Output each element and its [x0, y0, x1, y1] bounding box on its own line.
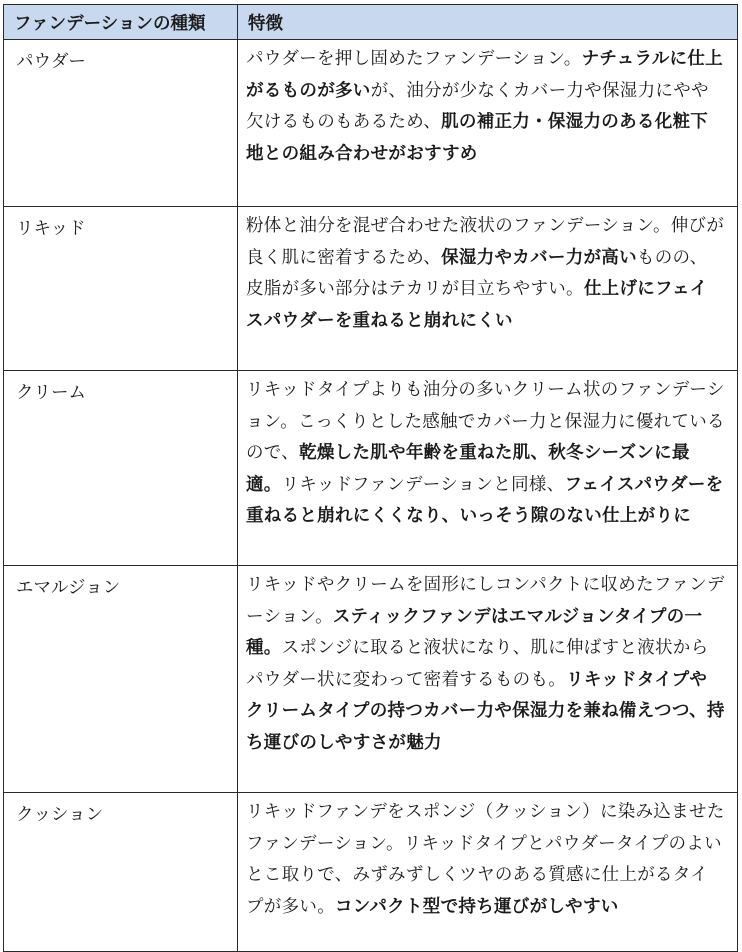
foundation-types-table — [3, 4, 738, 952]
description-text: リキッドファンデをスポンジ（クッション）に染み込ませたファンデーション。リキッドタイプとパウダータイプのよいとこ取りで、みずみずしくツヤのある質感に仕上がるタイプが多い。 — [246, 802, 725, 917]
foundation-type-cell: クッション — [4, 793, 238, 952]
header-features: 特徴 — [238, 5, 738, 40]
emphasis-text: フェイスパウダーを重ねると崩れにくくなり、いっそう隙のない仕上がりに — [246, 474, 724, 526]
table-row — [4, 793, 738, 952]
header-type: ファンデーションの種類 — [4, 5, 238, 40]
foundation-type-cell: リキッド — [4, 207, 238, 371]
foundation-type-cell: クリーム — [4, 371, 238, 566]
description-text: ものの、皮脂が多い部分はテカリが目立ちやすい。 — [246, 247, 708, 299]
foundation-type-cell: エマルジョン — [4, 566, 238, 793]
description-text: リキッドファンデーションと同様、 — [281, 474, 565, 495]
emphasis-text: 仕上げにフェイスパウダーを重ねると崩れにくい — [246, 279, 708, 331]
emphasis-text: 肌の補正力・保湿力のある化粧下地との組み合わせがおすすめ — [246, 112, 709, 164]
description-text: パウダーを押し固めたファンデーション。 — [246, 49, 582, 69]
description-text: スポンジに取ると液状になり、肌に伸ばすと液状からパウダー状に変わって密着するものも。 — [246, 638, 709, 690]
features-cell — [238, 371, 738, 566]
description-text: が、油分が少なくカバー力や保湿力にやや欠けるものもあるため、 — [246, 80, 709, 132]
features-cell — [238, 207, 738, 371]
emphasis-text: スティックファンデはエマルジョンタイプの一種。 — [246, 606, 703, 658]
foundation-type-cell: パウダー — [4, 40, 238, 207]
emphasis-text: 乾燥した肌や年齢を重ねた肌、秋冬シーズンに最適。 — [246, 443, 690, 495]
header-row — [4, 5, 738, 40]
emphasis-text: コンパクト型で持ち運びがしやすい — [335, 896, 619, 917]
emphasis-text: 保湿力やカバー力が高い — [441, 247, 637, 268]
table-row — [4, 371, 738, 566]
description-text: リキッドやクリームを固形にしコンパクトに収めたファンデーション。 — [246, 575, 725, 627]
table-row — [4, 40, 738, 207]
features-cell — [238, 566, 738, 793]
table-row — [4, 566, 738, 793]
foundation-table-container — [3, 4, 737, 952]
emphasis-text: リキッドタイプやクリームタイプの持つカバー力や保湿力を兼ね備えつつ、持ち運びのしやすさが魅力 — [246, 669, 725, 753]
features-cell — [238, 40, 738, 207]
table-row — [4, 207, 738, 371]
description-text: リキッドタイプよりも油分の多いクリーム状のファンデーション。こっくりとした感触でカバー力と保湿力に優れているので、 — [246, 380, 725, 463]
description-text: 粉体と油分を混ぜ合わせた液状のファンデーション。伸びが良く肌に密着するため、 — [246, 216, 725, 268]
emphasis-text: ナチュラルに仕上がるものが多い — [246, 49, 723, 101]
features-cell — [238, 793, 738, 952]
